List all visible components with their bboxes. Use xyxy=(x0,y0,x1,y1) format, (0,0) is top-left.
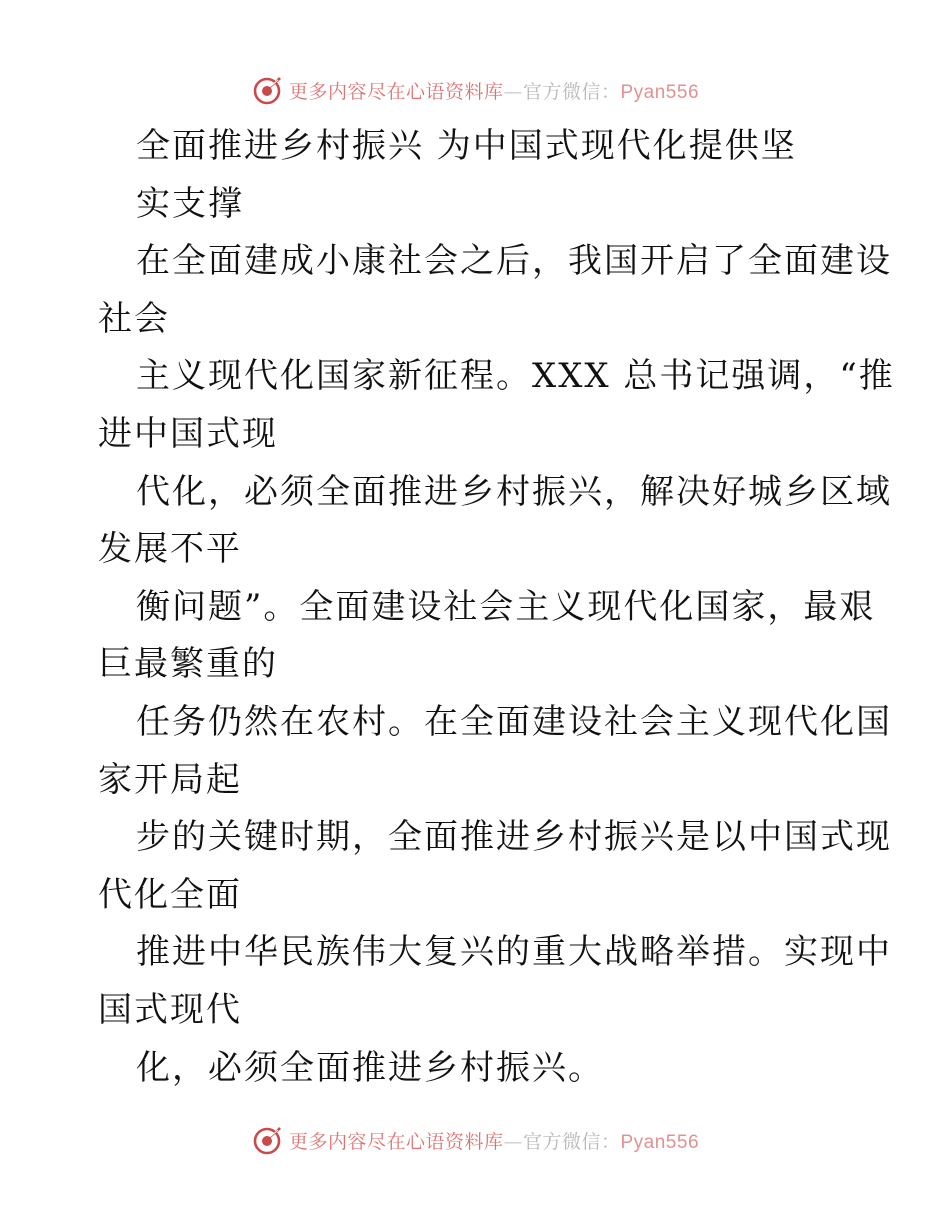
footer-watermark xyxy=(0,1120,950,1160)
watermark-main: 更多内容尽在心语资料库 xyxy=(288,80,504,103)
watermark-main: 更多内容尽在心语资料库 xyxy=(288,1130,504,1153)
body-line: 推进中华民族伟大复兴的重大战略举措。实现中 xyxy=(136,932,892,973)
body-line: 任务仍然在农村。在全面建设社会主义现代化国 xyxy=(136,701,892,742)
quill-pen-circle-icon xyxy=(251,74,283,106)
body-line: 主义现代化国家新征程。XXX 总书记强调，“推 xyxy=(136,356,895,397)
body-line: 进中国式现 xyxy=(98,413,278,454)
header-watermark xyxy=(0,70,950,110)
body-line: 巨最繁重的 xyxy=(98,644,278,685)
watermark-wechat-label: 官方微信： xyxy=(522,80,621,103)
body-line: 代化，必须全面推进乡村振兴，解决好城乡区域 xyxy=(136,471,892,512)
watermark-wechat-id: Pyan556 xyxy=(620,81,700,103)
watermark-dash: — xyxy=(503,1130,523,1153)
body-line: 国式现代 xyxy=(98,989,242,1030)
body-line: 家开局起 xyxy=(98,759,242,800)
watermark-dash: — xyxy=(503,80,523,103)
body-line: 社会 xyxy=(98,298,170,339)
document-body xyxy=(98,118,895,1097)
watermark-text xyxy=(289,1127,699,1154)
body-line: 化，必须全面推进乡村振兴。 xyxy=(136,1047,604,1088)
quill-pen-circle-icon xyxy=(251,1124,283,1156)
body-line: 代化全面 xyxy=(98,874,242,915)
watermark-text xyxy=(289,77,699,104)
body-line: 在全面建成小康社会之后，我国开启了全面建设 xyxy=(136,241,892,282)
body-line: 步的关键时期，全面推进乡村振兴是以中国式现 xyxy=(136,817,892,858)
watermark-wechat-label: 官方微信： xyxy=(522,1130,621,1153)
body-line: 衡问题”。全面建设社会主义现代化国家，最艰 xyxy=(136,586,876,627)
body-line: 实支撑 xyxy=(136,183,244,224)
body-line: 发展不平 xyxy=(98,529,242,570)
watermark-wechat-id: Pyan556 xyxy=(620,1131,700,1153)
body-line: 全面推进乡村振兴 为中国式现代化提供坚 xyxy=(136,126,797,166)
